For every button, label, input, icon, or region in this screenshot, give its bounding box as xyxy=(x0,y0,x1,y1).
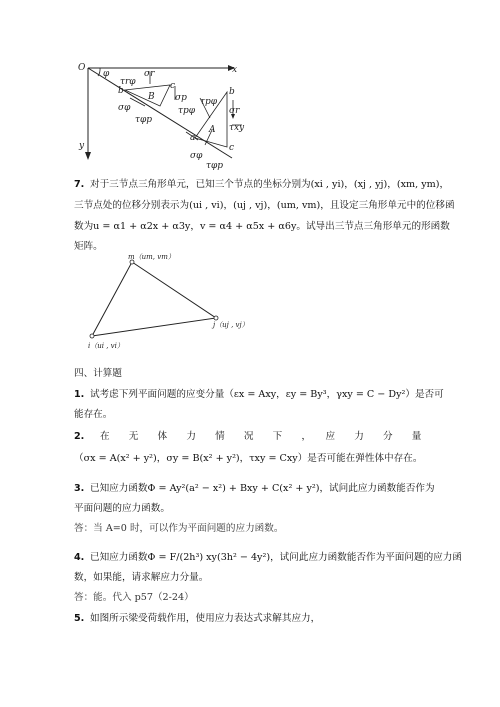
c5-number: 5. xyxy=(74,613,85,624)
polar-stress-figure xyxy=(0,0,500,175)
c4-number: 4. xyxy=(74,552,85,563)
node-i-label: i（ui , vi） xyxy=(88,342,124,350)
tau-r-phi-label: τrφ xyxy=(120,77,136,87)
c3-line2: 平面问题的应力函数。 xyxy=(74,503,170,514)
point-b-label-1: b xyxy=(118,86,124,96)
y-axis-label: y xyxy=(79,141,85,151)
c1-line1: 试考虑下列平面问题的应变分量（εx = Axy，εy = By³，γxy = C − Dy²）是否可 xyxy=(90,389,444,400)
q7-number: 7. xyxy=(74,179,85,190)
phi-label: φ xyxy=(103,69,110,79)
tau-phi-p-label-2: τφp xyxy=(206,161,224,171)
section-title: 四、计算题 xyxy=(74,368,122,379)
q7-line4: 矩阵。 xyxy=(74,241,103,252)
sigma-p-label: σp xyxy=(175,93,187,103)
c4-line2: 数，如果能，请求解应力分量。 xyxy=(74,572,209,583)
sigma-r-label-2: σr xyxy=(229,106,240,116)
node-m-label: m（um, vm） xyxy=(128,253,175,261)
c4-line1: 已知应力函数Φ = F/(2h³) xy(3h² − 4y²)，试问此应力函数能否作为平面问题的应力函 xyxy=(90,552,462,563)
point-a-label: a xyxy=(190,133,196,143)
triangle-element-figure xyxy=(80,250,320,360)
c2-line1: 在 无 体 力 情 况 下 ， 应 力 分 量 xyxy=(100,431,422,442)
node-j-label: j（uj , vj） xyxy=(213,321,249,329)
c4-answer: 答：能。代入 p57（2-24） xyxy=(74,592,194,603)
c2-line2: （σx = A(x² + y²)，σy = B(x² + y²)，τxy = Cxy）是否可能在弹性体中存在。 xyxy=(74,453,423,464)
point-B-label: B xyxy=(148,92,155,102)
c1-line2: 能存在。 xyxy=(74,409,113,420)
c1-number: 1. xyxy=(74,389,85,400)
point-c-label-1: c xyxy=(170,81,176,91)
q7-line2: 三节点处的位移分别表示为(ui , vi)，(uj , vj)，(um, vm)，且设定三角形单元中的位移函 xyxy=(74,200,455,211)
tau-phi-p-label-1: τφp xyxy=(135,115,153,125)
sigma-r-label: σr xyxy=(144,69,155,79)
q7-line1: 对于三节点三角形单元，已知三个节点的坐标分别为(xi , yi)，(xj , yj)，(xm, ym)， xyxy=(90,179,450,190)
point-A-label: A xyxy=(209,125,216,135)
c2-number: 2. xyxy=(74,431,85,442)
tau-xy-label: τxy xyxy=(229,123,245,133)
c3-answer: 答：当 A=0 时，可以作为平面问题的应力函数。 xyxy=(74,523,284,534)
tau-p-phi-label: τpφ xyxy=(178,106,196,116)
point-c-label-2: c xyxy=(229,143,235,153)
q7-line3: 数为u = α1 + α2x + α3y，v = α4 + α5x + α6y。试导出三节点三角形单元的形函数 xyxy=(74,221,450,232)
point-b-label-2: b xyxy=(229,87,235,97)
sigma-phi-label-2: σφ xyxy=(190,151,203,161)
c3-number: 3. xyxy=(74,483,85,494)
sigma-phi-label-1: σφ xyxy=(118,103,131,113)
origin-label: O xyxy=(78,63,86,73)
c3-line1: 已知应力函数Φ = Ay²(a² − x²) + Bxy + C(x² + y²)，试问此应力函数能否作为 xyxy=(90,483,435,494)
tau-p-phi-label-2: τpφ xyxy=(200,97,218,107)
c5-line1: 如图所示梁受荷载作用，使用应力表达式求解其应力， xyxy=(90,613,321,624)
x-axis-label: x xyxy=(232,65,238,75)
